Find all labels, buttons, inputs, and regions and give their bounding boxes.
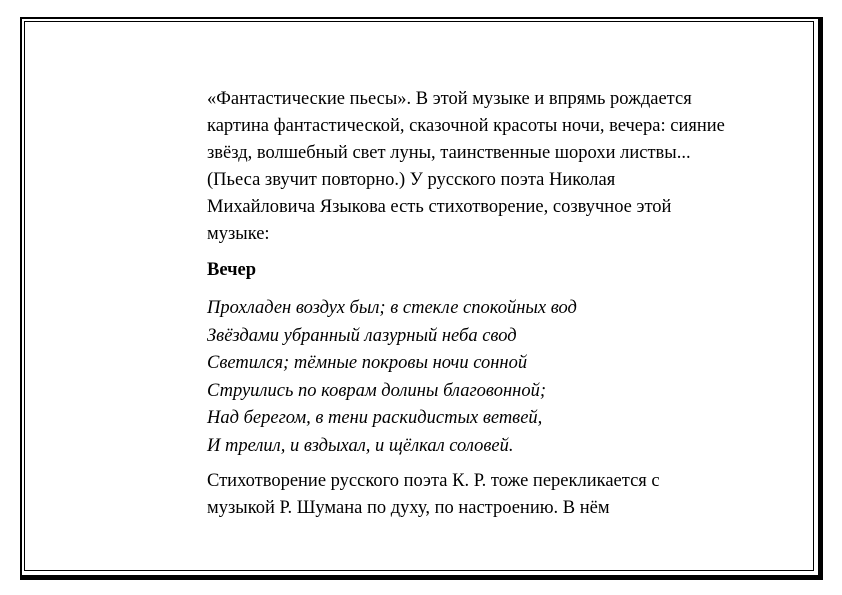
poem-line: Струились по коврам долины благовонной; [207,380,546,401]
intro-paragraph: «Фантастические пьесы». В этой музыке и впрямь рождается картина фантастической, сказочной красоты ночи, вечера: сияние звёзд, волшебный свет луны, таинственные шорохи листвы... (Пьеса звучит повторно.) У русского поэта Николая Михайловича Языкова есть стихотворение, созвучное этой музыке: [207,89,725,244]
poem [207,295,727,460]
poem-line: Звёздами убранный лазурный неба свод [207,325,517,346]
page-border-shadow-bottom [20,575,823,580]
poem-line: Прохладен воздух был; в стекле спокойных вод [207,298,577,318]
page-border-shadow-right [818,17,823,580]
poem-title: Вечер [207,260,257,280]
poem-line: И трелил, и вздыхал, и щёлкал соловей. [207,435,514,456]
closing-paragraph: Стихотворение русского поэта К. Р. тоже перекликается с музыкой Р. Шумана по духу, по настроению. В нём [207,471,660,518]
poem-line: Светился; тёмные покровы ночи сонной [207,353,528,373]
text-block [207,86,727,522]
poem-line: Над берегом, в тени раскидистых ветвей, [207,408,543,428]
